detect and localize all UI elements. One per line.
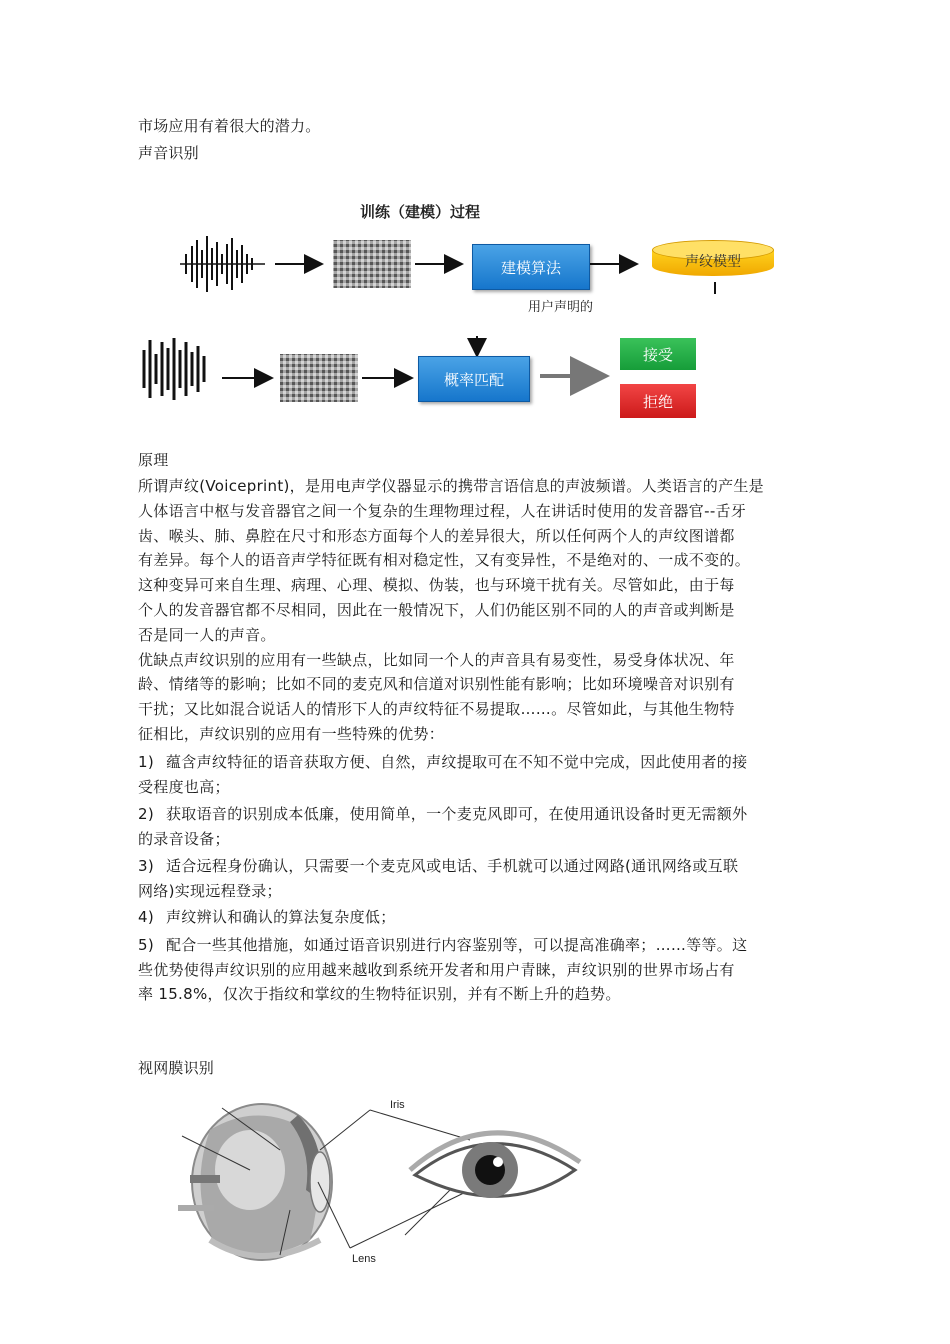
voiceprint-model-label: 声纹模型 — [685, 254, 741, 270]
lens-label: Lens — [352, 1253, 376, 1265]
advantage-item — [138, 905, 828, 930]
waveform-icon-training — [180, 236, 265, 292]
accept-box: 接受 — [620, 338, 696, 370]
item-number: 1) — [138, 753, 154, 771]
text-line: 受程度也高； — [138, 777, 230, 796]
text-line: 适合远程身份确认，只需要一个麦克风或电话、手机就可以通过网路(通讯网络或互联 — [166, 857, 739, 875]
text-line: 否是同一人的声音。 — [138, 625, 276, 644]
text-line: 些优势使得声纹识别的应用越来越收到系统开发者和用户青睐，声纹识别的世界市场占有 — [138, 960, 735, 979]
spectrogram-icon-training — [333, 240, 411, 288]
text-line: 这种变异可来自生理、病理、心理、模拟、伪装，也与环境干扰有关。尽管如此，由于每 — [138, 576, 735, 595]
text-line: 齿、喉头、肺、鼻腔在尺寸和形态方面每个人的差异很大，所以任何两个人的声纹图谱都 — [138, 526, 735, 545]
item-number: 4) — [138, 908, 154, 926]
advantage-item — [138, 854, 828, 903]
text-line: 有差异。每个人的语音声学特征既有相对稳定性，又有变异性，不是绝对的、一成不变的。 — [138, 551, 751, 570]
probability-match-box: 概率匹配 — [418, 356, 530, 402]
text-line: 配合一些其他措施，如通过语音识别进行内容鉴别等，可以提高准确率；……等等。这 — [166, 936, 748, 954]
section-title-retina: 视网膜识别 — [138, 1059, 215, 1077]
text-line: 优缺点声纹识别的应用有一些缺点，比如同一个人的声音具有易变性，易受身体状况、年 — [138, 650, 735, 669]
section-title-voice: 声音识别 — [138, 144, 199, 162]
reject-box: 拒绝 — [620, 384, 696, 418]
text-line: 人体语言中枢与发音器官之间一个复杂的生理物理过程，人在讲话时使用的发音器官--舌牙 — [138, 501, 747, 520]
waveform-icon-testing — [144, 338, 204, 400]
text-line: 的录音设备； — [138, 829, 230, 848]
item-number: 5) — [138, 936, 154, 954]
text-line: 龄、情绪等的影响；比如不同的麦克风和信道对识别性能有影响；比如环境噪音对识别有 — [138, 675, 735, 694]
eyeball-cross-section-icon — [178, 1104, 332, 1260]
voiceprint-model-cylinder — [652, 240, 774, 282]
item-number: 3) — [138, 857, 154, 875]
user-declared-label: 用户声明的 — [528, 300, 594, 315]
spectrogram-icon-testing — [280, 354, 358, 402]
advantage-item — [138, 933, 828, 1007]
intro-line: 市场应用有着很大的潜力。 — [138, 117, 321, 135]
item-number: 2) — [138, 805, 154, 823]
text-line: 干扰；又比如混合说话人的情形下人的声纹特征不易提取……。尽管如此，与其他生物特 — [138, 700, 735, 719]
advantage-item — [138, 750, 828, 799]
model-algorithm-box: 建模算法 — [472, 244, 590, 290]
text-line: 声纹辨认和确认的算法复杂度低； — [166, 908, 396, 926]
advantage-item — [138, 802, 828, 851]
text-line: 征相比，声纹识别的应用有一些特殊的优势： — [138, 724, 445, 743]
eye-anatomy-figure — [170, 1090, 590, 1270]
text-line: 蕴含声纹特征的语音获取方便、自然，声纹提取可在不知不觉中完成，因此使用者的接 — [166, 753, 748, 771]
principle-paragraph — [138, 474, 828, 747]
diagram-title: 训练（建模）过程 — [360, 203, 481, 221]
text-line: 所谓声纹(Voiceprint)，是用电声学仪器显示的携带言语信息的声波频谱。人类语言的产生是 — [138, 477, 764, 495]
text-line: 个人的发音器官都不尽相同，因此在一般情况下，人们仍能区别不同的人的声音或判断是 — [138, 600, 735, 619]
eye-icon — [410, 1133, 580, 1198]
text-line: 率 15.8%，仅次于指纹和掌纹的生物特征识别，并有不断上升的趋势。 — [138, 985, 621, 1003]
heading-principle: 原理 — [138, 451, 169, 469]
text-line: 获取语音的识别成本低廉，使用简单，一个麦克风即可，在使用通讯设备时更无需额外 — [166, 805, 748, 823]
iris-label: Iris — [390, 1099, 405, 1111]
voiceprint-flow-diagram — [130, 190, 850, 430]
text-line: 网络)实现远程登录； — [138, 881, 282, 900]
